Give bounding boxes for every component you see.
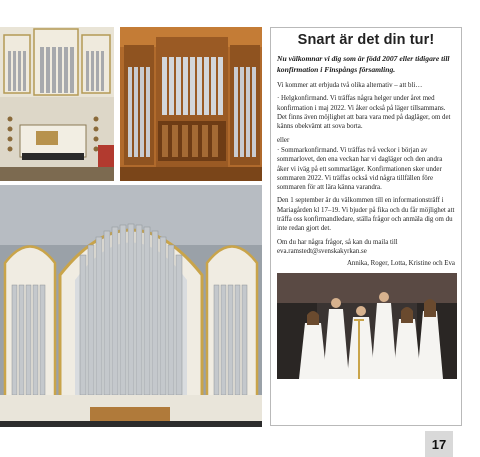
offer-line: Vi kommer att erbjuda två olika alternativ – att bli… bbox=[277, 82, 423, 90]
option-helgkonfirmand: · Helgkonfirmand. Vi träffas några helger under året med konfirmation i maj 2022. Vi åker också på läger tillsammans. Det finns även möjlighet att bara vara med på dagläger, om det känns obekvämt att sova borta. bbox=[277, 95, 451, 131]
page-number: 17 bbox=[431, 436, 447, 452]
info-meeting-text: Den 1 september är du välkommen till en informationsträff i Mariagården kl 17–19. Vi bjuder på fika och du får möjlighet att träffa oss konfirmandledare, ställa frågor och anmäla dig om du inte redan gjort det. bbox=[277, 197, 455, 233]
article-frame bbox=[270, 27, 462, 426]
page-number-box bbox=[425, 431, 453, 457]
organ-console-photo bbox=[0, 27, 114, 181]
confirmation-procession-photo bbox=[277, 273, 457, 379]
contact-text: Om du har några frågor, så kan du maila till eva.ramstedt@svenskakyrkan.se bbox=[277, 238, 398, 255]
wooden-organ-pipes-photo bbox=[120, 27, 262, 181]
grand-organ-facade-photo bbox=[0, 185, 262, 427]
signoff: Annika, Roger, Lotta, Kristine och Eva bbox=[346, 260, 455, 268]
option-sommarkonfirmand: · Sommarkonfirmand. Vi träffas två veckor i början av sommarlovet, den ena veckan har vi dagläger och den andra åker vi iväg på ett sommarläger. Konfirmationen sker under sommaren 2022. Vi träffas också vid några tillfällen före sommaren för att lära känna varandra. bbox=[277, 146, 443, 192]
article-intro: Nu välkomnar vi dig som är född 2007 eller tidigare till konfirmation i Finspångs församling. bbox=[277, 54, 450, 74]
article-heading: Snart är det din tur! bbox=[297, 32, 435, 48]
or-word: eller bbox=[277, 136, 290, 144]
